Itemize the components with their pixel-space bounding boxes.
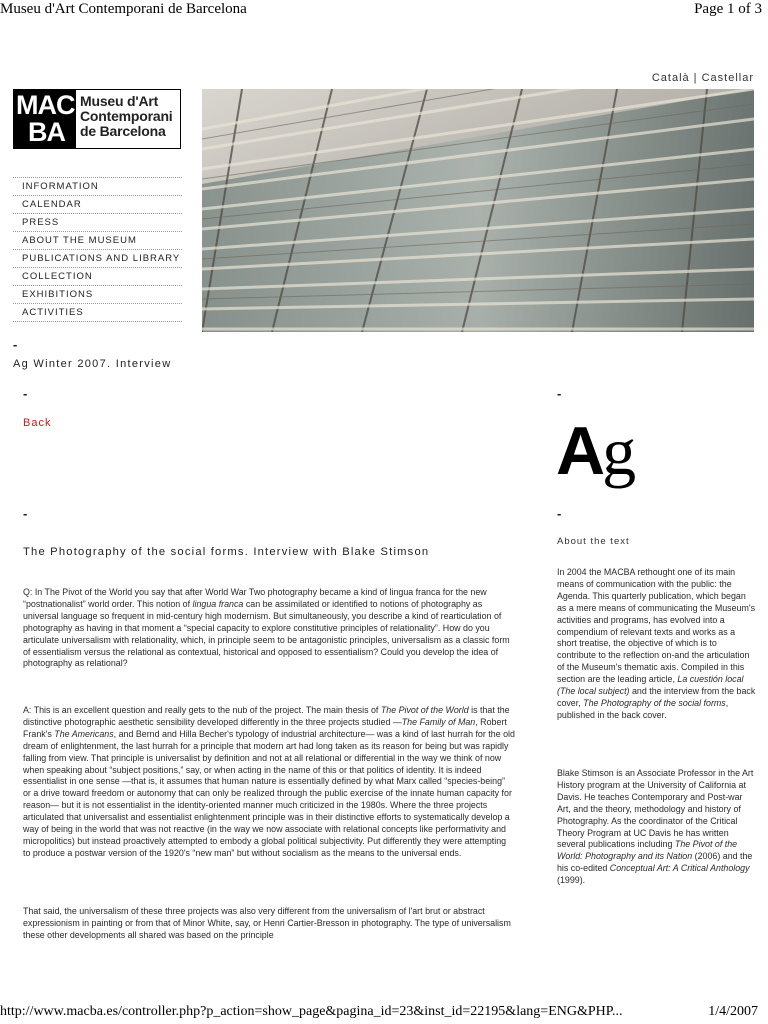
main-nav — [13, 177, 182, 322]
text-run: In 2004 the MACBA rethought one of its main means of communication with the public: the Agenda. This quarterly publication, which began as a mere means of communicating the Museum's activities and programs, has evolved into a compendium of relevant texts and works as a short treatise, the objective of which is to contribute to the reflection on-and the articulation of the Museum's thematic axis. Compiled in this section are the leading article, — [557, 567, 756, 685]
emphasis-run: lingua franca — [192, 598, 244, 609]
separator-dash: - — [23, 506, 28, 521]
text-run: , and Bernd and Hilla Becher's typology of industrial architecture— was a kind of last hurrah for the old dream of enlightenment, the last hurrah for a principle that modern art had long taken as its reason for being but was rapidly falling from view. That principle is universalist by definition and not at all relational or differential in the way we think of now when speaking about “subject positions,” say, or when acting in the name of this or that politics of identity. It is indeed essentialist in one sense —that is, it assumes that human nature is essentially defined by what Marx called “species-being” or a drive toward freedom or autonomy that can only be realized through the public exercise of the innate human capacity for reason— but it is not essentialist in the identity-oriented manner much criticized in the 1980s. Where the three projects articulated that universalist and essentialist enlightenment principle was in their distinctive efforts to systematically develop a way of being in the world that was not reactive (in the way we now associate with relational concepts like performativity and micropolitics) but instead proactively attempted to embody a global political subjectivity. Put differently they were attempting to produce a postwar version of the 1920's “new man” but without socialism as the means to the universal ends. — [23, 728, 515, 858]
nav-item-collection[interactable]: COLLECTION — [13, 267, 182, 285]
separator-dash: - — [13, 337, 18, 352]
logo-name-line3: de Barcelona — [80, 123, 166, 139]
nav-item-calendar[interactable]: CALENDAR — [13, 195, 182, 213]
text-run: (2006) and the his co-edited — [557, 851, 753, 874]
text-run: A: This is an excellent question and really gets to the nub of the project. The main thesis of — [23, 705, 381, 715]
issue-label: Ag Winter 2007. Interview — [13, 358, 172, 370]
article-title: The Photography of the social forms. Interview with Blake Stimson — [23, 546, 430, 558]
ag-logo — [556, 412, 633, 491]
text-run: and the interview from the back cover, — [557, 686, 756, 708]
emphasis-run: The Pivot of the World — [380, 705, 469, 715]
emphasis-run: The Pivot of the World: Photography and its Nation — [557, 839, 738, 862]
print-date: 1/4/2007 — [708, 1004, 758, 1019]
header-photo — [202, 89, 754, 332]
back-link[interactable]: Back — [23, 417, 52, 429]
text-run: Blake Stimson is an Associate Professor in the Art History program at the University of California at Davis. He teaches Contemporary and Post-war Art, and the theory, methodology and history of Photography. As the coordinator of the Critical Theory Program at UC Davis he has written several publications including — [557, 768, 754, 850]
emphasis-run: The Americans — [54, 728, 114, 739]
nav-item-exhibitions[interactable]: EXHIBITIONS — [13, 285, 182, 303]
macba-logo[interactable] — [13, 89, 181, 149]
emphasis-run: The Photography of the social forms — [583, 697, 726, 708]
facade-image — [202, 89, 754, 332]
text-run: can be assimilated or identified to notions of photography as universal language so frequent in mid-century high modernism. But simultaneously, you describe a kind of rearticulation of photography as having in that moment a “special capacity to explore constitutive principles of relationality”. How do you articulate universalism with relationality, which, in principle seem to be antagonistic principles, universalism as a classic form of essentialism versus the relational as contextual, historical and opposed to essentialism? Could you develop the idea of photography as relational? — [23, 598, 510, 669]
author-bio-paragraph — [557, 768, 757, 887]
text-run: Q: In The Pivot of the World you say that after World War Two photography became a kind of lingua franca for the new “postnationalist” world order. This notion of — [23, 587, 487, 609]
logo-mark-line2: BA — [28, 117, 65, 147]
about-label: About the text — [557, 536, 630, 547]
nav-item-about-the-museum[interactable]: ABOUT THE MUSEUM — [13, 231, 182, 249]
text-run: (1999). — [557, 875, 586, 886]
answer-paragraph — [23, 705, 515, 860]
text-run: is that the distinctive photographic aesthetic sensibility developed differently in the three projects studied — — [23, 705, 510, 727]
separator-dash: - — [557, 386, 562, 401]
text-run: , published in the back cover. — [557, 697, 729, 720]
ag-logo-a: A — [556, 413, 603, 489]
page-counter: Page 1 of 3 — [694, 1, 762, 17]
nav-item-publications-and-library[interactable]: PUBLICATIONS AND LIBRARY — [13, 249, 182, 267]
emphasis-run: The Family of Man — [401, 716, 476, 727]
logo-name — [76, 90, 173, 148]
ag-logo-g: g — [602, 413, 634, 489]
nav-item-press[interactable]: PRESS — [13, 213, 182, 231]
separator-dash: - — [23, 386, 28, 401]
separator-dash: - — [557, 506, 562, 521]
nav-item-information[interactable]: INFORMATION — [13, 177, 182, 195]
question-paragraph — [23, 587, 515, 670]
logo-name-line1: Museu d'Art — [80, 93, 159, 109]
emphasis-run: La cuestión local (The local subject) — [557, 674, 744, 697]
about-paragraph — [557, 567, 757, 722]
continuation-paragraph — [23, 906, 515, 942]
nav-item-activities[interactable]: ACTIVITIES — [13, 303, 182, 322]
text-run: That said, the universalism of these three projects was also very different from the universalism of l'art brut or abstract expressionism in painting or from that of Minor White, say, or Henri Cartier-Bresson in photography. The type of universalism these other developments all shared was based on the principle — [23, 906, 511, 940]
language-switch[interactable]: Català | Castellar — [651, 72, 754, 84]
emphasis-run: Conceptual Art: A Critical Anthology — [609, 863, 750, 874]
logo-name-line2: Contemporani — [80, 108, 173, 124]
page-title-header: Museu d'Art Contemporani de Barcelona — [0, 1, 247, 17]
logo-mark-line1: MAC — [16, 90, 75, 120]
page-url: http://www.macba.es/controller.php?p_action=show_page&pagina_id=23&inst_id=22195&lang=ENG&PHP... — [0, 1004, 623, 1019]
logo-mark — [14, 90, 76, 148]
text-run: , Robert Frank's — [23, 716, 507, 739]
